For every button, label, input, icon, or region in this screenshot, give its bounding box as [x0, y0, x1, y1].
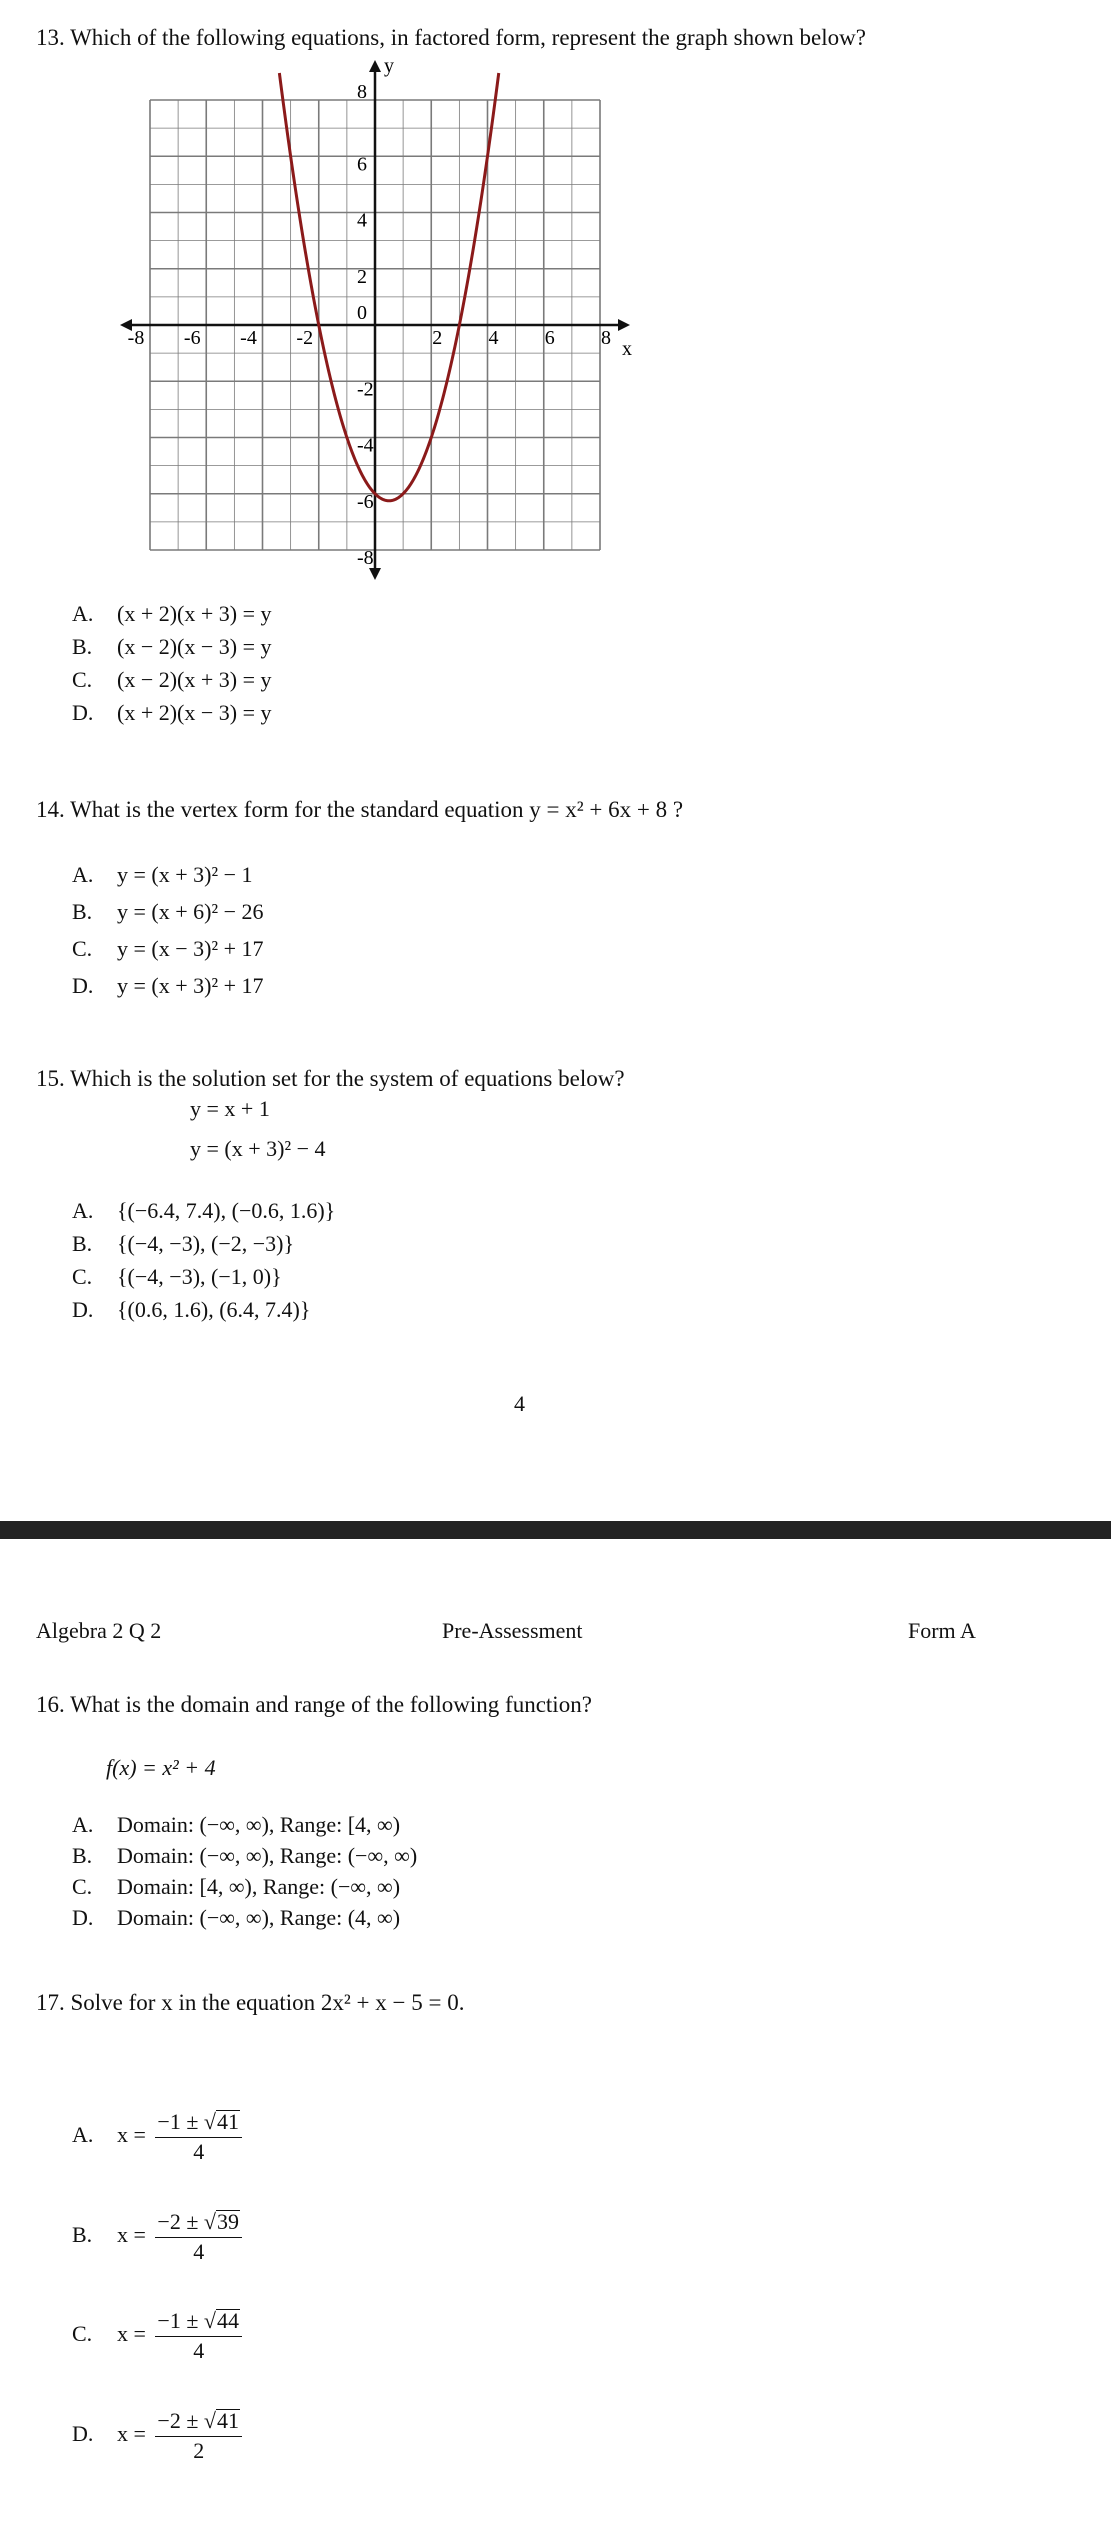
q15-equation-1: y = x + 1	[190, 1096, 270, 1121]
y-tick-label: -8	[357, 547, 374, 569]
y-axis-arrow-up	[369, 60, 381, 72]
header-course: Algebra 2 Q 2	[36, 1618, 162, 1643]
fraction: $\frac{-2 \pm √41}{2}$	[155, 2407, 242, 2465]
q14-option-b[interactable]: B. y = (x + 6)² − 26	[72, 899, 264, 924]
x-axis-arrow-right	[618, 319, 630, 331]
q13-option-d[interactable]: D. (x + 2)(x − 3) = y	[72, 700, 272, 725]
header-form: Form A	[908, 1618, 976, 1643]
q15-option-c[interactable]: C. {(−4, −3), (−1, 0)}	[72, 1264, 282, 1289]
q15-equation-2: y = (x + 3)² − 4	[190, 1136, 326, 1161]
q14-option-c[interactable]: C. y = (x − 3)² + 17	[72, 936, 264, 961]
q15-option-a[interactable]: A. {(−6.4, 7.4), (−0.6, 1.6)}	[72, 1198, 336, 1223]
x-axis-label: x	[622, 338, 632, 360]
q13-option-b[interactable]: B. (x − 2)(x − 3) = y	[72, 634, 272, 659]
q16-option-c[interactable]: C. Domain: [4, ∞), Range: (−∞, ∞)	[72, 1874, 401, 1899]
y-axis-label: y	[384, 55, 394, 77]
q17-option-a[interactable]: A. x = $\frac{-1 \pm √41}{4}$	[72, 2108, 242, 2166]
y-tick-label: 8	[357, 81, 367, 103]
q16-option-b[interactable]: B. Domain: (−∞, ∞), Range: (−∞, ∞)	[72, 1843, 418, 1868]
fraction: $\frac{-1 \pm √44}{4}$	[155, 2307, 242, 2365]
q13-option-c[interactable]: C. (x − 2)(x + 3) = y	[72, 667, 272, 692]
question-17-text: 17. Solve for x in the equation 2x² + x − 5 = 0.	[36, 1990, 465, 2015]
fraction: $\frac{-2 \pm √39}{4}$	[155, 2208, 242, 2266]
x-tick-label: 2	[432, 327, 443, 349]
parabola-graph	[110, 55, 650, 585]
header-assessment: Pre-Assessment	[442, 1618, 583, 1643]
q17-option-d[interactable]: D. x = $\frac{-2 \pm √41}{2}$	[72, 2407, 242, 2465]
y-tick-label: 2	[357, 265, 367, 288]
parabola-curve	[279, 73, 498, 501]
graph-axes	[120, 60, 630, 580]
x-tick-label: -4	[240, 327, 257, 349]
q17-option-c[interactable]: C. x = $\frac{-1 \pm √44}{4}$	[72, 2307, 242, 2365]
x-tick-label: -8	[127, 327, 145, 349]
y-tick-label: -6	[357, 490, 374, 513]
question-16-text: 16. What is the domain and range of the following function?	[36, 1692, 592, 1717]
y-tick-label: 4	[357, 209, 367, 232]
q14-option-a[interactable]: A. y = (x + 3)² − 1	[72, 862, 253, 887]
page-divider	[0, 1521, 1111, 1539]
q17-option-b[interactable]: B. x = $\frac{-2 \pm √39}{4}$	[72, 2208, 242, 2266]
y-tick-label: -2	[357, 378, 374, 401]
x-tick-label: -2	[296, 327, 314, 349]
q15-option-b[interactable]: B. {(−4, −3), (−2, −3)}	[72, 1231, 295, 1256]
question-14-text: 14. What is the vertex form for the standard equation y = x² + 6x + 8 ?	[36, 797, 684, 822]
x-tick-label: 8	[601, 327, 611, 349]
y-tick-label: 6	[357, 153, 367, 176]
fraction: $\frac{-1 \pm √41}{4}$	[155, 2108, 242, 2166]
y-axis-arrow-down	[369, 568, 381, 580]
x-tick-label: -6	[183, 327, 201, 349]
q15-option-d[interactable]: D. {(0.6, 1.6), (6.4, 7.4)}	[72, 1297, 311, 1322]
q14-option-d[interactable]: D. y = (x + 3)² + 17	[72, 973, 264, 998]
x-tick-label: 4	[488, 327, 499, 349]
q16-function: f(x) = x² + 4	[106, 1755, 216, 1780]
q13-option-a[interactable]: A. (x + 2)(x + 3) = y	[72, 601, 272, 626]
q16-option-d[interactable]: D. Domain: (−∞, ∞), Range: (4, ∞)	[72, 1905, 401, 1930]
page-number: 4	[514, 1391, 525, 1416]
q16-option-a[interactable]: A. Domain: (−∞, ∞), Range: [4, ∞)	[72, 1812, 401, 1837]
x-tick-label: 6	[544, 327, 555, 349]
question-13-text: 13. Which of the following equations, in factored form, represent the graph shown below?	[36, 25, 866, 50]
question-15-text: 15. Which is the solution set for the system of equations below?	[36, 1066, 625, 1091]
y-tick-label: 0	[357, 302, 367, 324]
y-tick-label: -4	[357, 434, 374, 457]
